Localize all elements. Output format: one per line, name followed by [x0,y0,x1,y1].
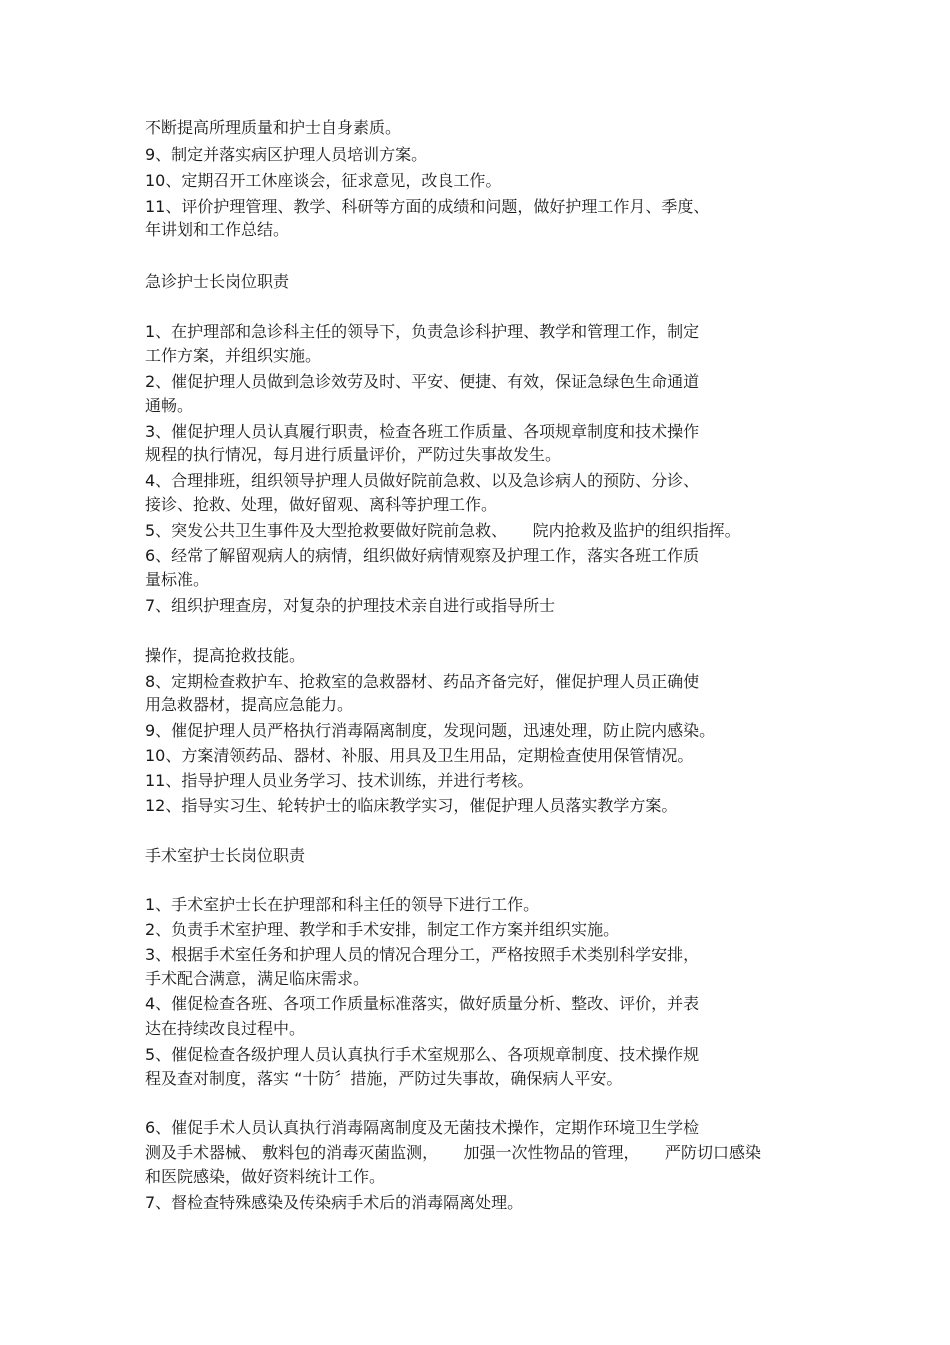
emergency-line: 11、指导护理人员业务学习、技术训练，并进行考核。 [145,771,534,790]
emergency-line: 10、方案清领药品、器材、补服、用具及卫生用品，定期检查使用保管情况。 [145,746,694,765]
or-line: 2、负责手术室护理、教学和手术安排，制定工作方案并组织实施。 [145,920,620,939]
section-heading-emergency: 急诊护士长岗位职责 [145,272,290,291]
intro-line: 年讲划和工作总结。 [145,220,290,239]
emergency-line: 量标准。 [145,570,210,589]
or-line: 和医院感染，做好资料统计工作。 [145,1167,386,1186]
or-line: 1、手术室护士长在护理部和科主任的领导下进行工作。 [145,895,540,914]
emergency-line: 2、催促护理人员做到急诊效劳及时、平安、便捷、有效，保证急绿色生命通道 [145,372,700,391]
intro-line: 11、评价护理管理、教学、科研等方面的成绩和问题，做好护理工作月、季度、 [145,197,710,216]
or-line: 6、催促手术人员认真执行消毒隔离制度及无菌技术操作，定期作环境卫生学检 [145,1118,700,1137]
or-line: 7、督检查特殊感染及传染病手术后的消毒隔离处理。 [145,1193,524,1212]
emergency-line: 操作，提高抢救技能。 [145,646,306,665]
emergency-line: 5、突发公共卫生事件及大型抢救要做好院前急救、 院内抢救及监护的组织指挥。 [145,521,741,540]
emergency-line: 7、组织护理查房，对复杂的护理技术亲自进行或指导所士 [145,596,556,615]
emergency-line: 规程的执行情况，每月进行质量评价，严防过失事故发生。 [145,445,562,464]
or-line: 手术配合满意，满足临床需求。 [145,969,370,988]
emergency-line: 用急救器材，提高应急能力。 [145,695,354,714]
emergency-line: 3、催促护理人员认真履行职责，检查各班工作质量、各项规章制度和技术操作 [145,422,700,441]
emergency-line: 12、指导实习生、轮转护士的临床教学实习，催促护理人员落实教学方案。 [145,796,678,815]
emergency-line: 8、定期检查救护车、抢救室的急救器材、药品齐备完好，催促护理人员正确使 [145,672,700,691]
or-line: 测及手术器械、 敷料包的消毒灭菌监测， 加强一次性物品的管理， 严防切口感染 [145,1143,761,1162]
emergency-line: 4、合理排班，组织领导护理人员做好院前急救、以及急诊病人的预防、分诊、 [145,471,700,490]
or-line: 达在持续改良过程中。 [145,1019,306,1038]
intro-line: 不断提高所理质量和护士自身素质。 [145,118,402,137]
emergency-line: 通畅。 [145,396,194,415]
emergency-line: 1、在护理部和急诊科主任的领导下，负责急诊科护理、教学和管理工作，制定 [145,322,700,341]
intro-line: 10、定期召开工休座谈会，征求意见，改良工作。 [145,171,502,190]
or-line: 4、催促检查各班、各项工作质量标准落实，做好质量分析、整改、评价，并表 [145,994,700,1013]
emergency-line: 工作方案，并组织实施。 [145,346,322,365]
emergency-line: 6、经常了解留观病人的病情，组织做好病情观察及护理工作，落实各班工作质 [145,546,700,565]
or-line: 程及查对制度，落实 “十防〞措施，严防过失事故，确保病人平安。 [145,1069,623,1088]
or-line: 5、催促检查各级护理人员认真执行手术室规那么、各项规章制度、技术操作规 [145,1045,700,1064]
or-line: 3、根据手术室任务和护理人员的情况合理分工，严格按照手术类别科学安排， [145,945,700,964]
emergency-line: 9、催促护理人员严格执行消毒隔离制度，发现问题，迅速处理，防止院内感染。 [145,721,716,740]
emergency-line: 接诊、抢救、处理，做好留观、离科等护理工作。 [145,495,498,514]
intro-line: 9、制定并落实病区护理人员培训方案。 [145,145,428,164]
section-heading-operating-room: 手术室护士长岗位职责 [145,846,306,865]
